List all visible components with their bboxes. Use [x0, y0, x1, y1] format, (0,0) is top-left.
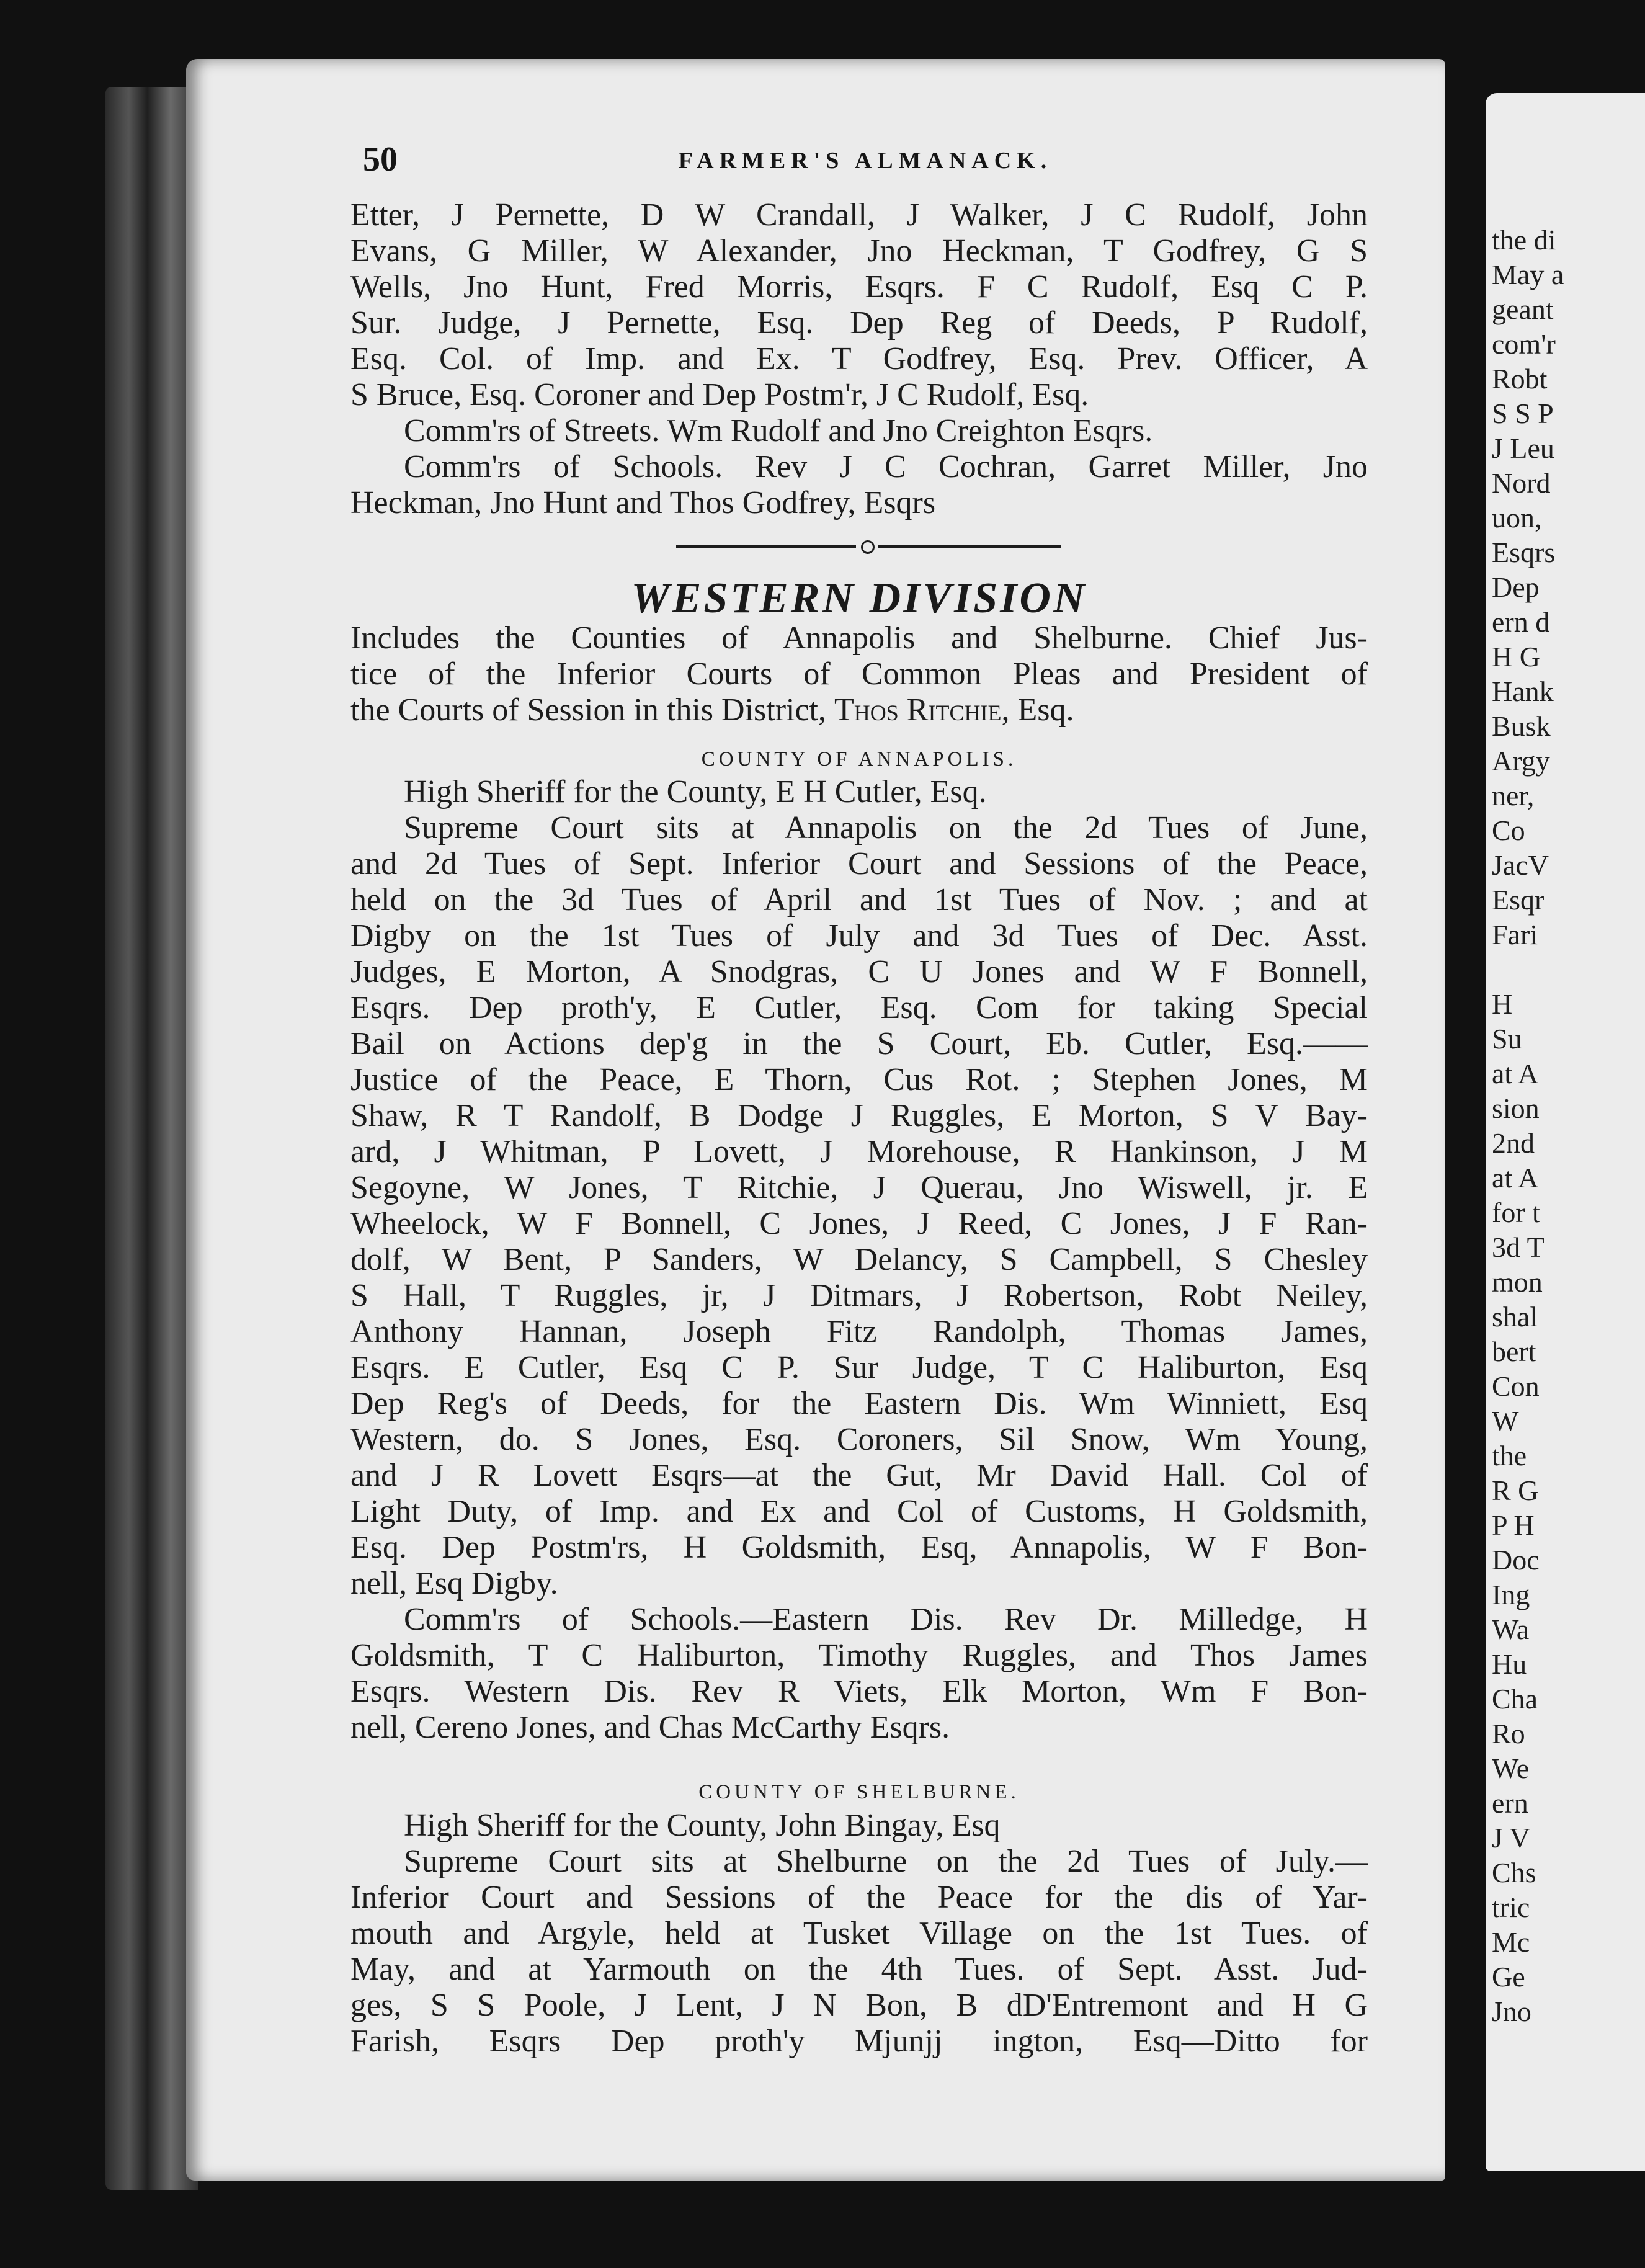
right-page-line: Doc — [1492, 1544, 1540, 1576]
text-line: ard, J Whitman, P Lovett, J Morehouse, R Hankinson, J M — [350, 1134, 1368, 1169]
text-line: and 2d Tues of Sept. Inferior Court and Sessions of the Peace, — [350, 846, 1368, 882]
text-line: Esq. Dep Postm'rs, H Goldsmith, Esq, Annapolis, W F Bon- — [350, 1530, 1368, 1565]
annapolis-section — [350, 774, 1368, 1746]
right-page-line: H G — [1492, 641, 1540, 672]
right-page-line: We — [1492, 1752, 1530, 1784]
right-page-line: Hu — [1492, 1648, 1527, 1680]
right-page-line: geant — [1492, 293, 1554, 325]
book-spine — [105, 87, 198, 2190]
right-page-line: 3d T — [1492, 1231, 1545, 1263]
text-line: Heckman, Jno Hunt and Thos Godfrey, Esqrs — [350, 485, 936, 520]
division-title: WESTERN DIVISION — [631, 574, 1087, 622]
top-section — [350, 197, 1368, 521]
text-line: ges, S S Poole, J Lent, J N Bon, B dD'Entremont and H G — [350, 1988, 1368, 2023]
right-page-line: Robt — [1492, 363, 1548, 395]
right-page-line: shal — [1492, 1301, 1538, 1333]
text-line: Esq. Col. of Imp. and Ex. T Godfrey, Esq. Prev. Officer, A — [350, 341, 1368, 377]
right-page-line: 2nd — [1492, 1127, 1535, 1159]
text-line: May, and at Yarmouth on the 4th Tues. of Sept. Asst. Jud- — [350, 1952, 1368, 1987]
right-page-line: sion — [1492, 1092, 1540, 1124]
right-page-line: H — [1492, 988, 1513, 1020]
section-divider — [676, 537, 1061, 556]
county-heading-annapolis: COUNTY OF ANNAPOLIS. — [701, 748, 1017, 770]
text-line: nell, Cereno Jones, and Chas McCarthy Esqrs. — [350, 1710, 950, 1745]
text-line: tice of the Inferior Courts of Common Pleas and President of — [350, 656, 1368, 692]
text-line: Comm'rs of Streets. Wm Rudolf and Jno Creighton Esqrs. — [404, 413, 1153, 449]
text-line: Comm'rs of Schools.—Eastern Dis. Rev Dr. Milledge, H — [404, 1602, 1368, 1637]
right-page-line: ern — [1492, 1787, 1528, 1819]
text-line: High Sheriff for the County, John Bingay, Esq — [404, 1808, 1001, 1843]
right-page-line: Argy — [1492, 745, 1550, 777]
text-line: Bail on Actions dep'g in the S Court, Eb. Cutler, Esq.—— — [350, 1026, 1368, 1061]
right-page-line: uon, — [1492, 502, 1542, 534]
right-page-line: mon — [1492, 1266, 1543, 1298]
text-line: nell, Esq Digby. — [350, 1566, 558, 1601]
right-page-line: Ro — [1492, 1718, 1525, 1749]
text-line: Light Duty, of Imp. and Ex and Col of Customs, H Goldsmith, — [350, 1494, 1368, 1529]
text-line: Western, do. S Jones, Esq. Coroners, Sil Snow, Wm Young, — [350, 1422, 1368, 1457]
text-line: Shaw, R T Randolf, B Dodge J Ruggles, E Morton, S V Bay- — [350, 1098, 1368, 1133]
right-page-line: P H — [1492, 1509, 1535, 1541]
right-page-line: J V — [1492, 1822, 1530, 1854]
right-page-line: Hank — [1492, 676, 1554, 707]
text-line: Judges, E Morton, A Snodgras, C U Jones and W F Bonnell, — [350, 954, 1368, 989]
right-page-line: at A — [1492, 1058, 1539, 1089]
right-page-line: W — [1492, 1405, 1519, 1437]
running-title: FARMER'S ALMANACK. — [678, 148, 1053, 174]
right-page-line: R G — [1492, 1475, 1539, 1506]
right-page-line: Dep — [1492, 571, 1540, 603]
text-line: Inferior Court and Sessions of the Peace for the dis of Yar- — [350, 1880, 1368, 1915]
right-page-line: Esqrs — [1492, 537, 1556, 568]
right-page-line: Mc — [1492, 1926, 1530, 1958]
text-line: Includes the Counties of Annapolis and Shelburne. Chief Jus- — [350, 620, 1368, 656]
division-intro — [350, 620, 1368, 728]
text-line: High Sheriff for the County, E H Cutler, Esq. — [404, 774, 987, 810]
right-page-line: at A — [1492, 1162, 1539, 1194]
shelburne-section — [350, 1808, 1368, 2060]
text-line: held on the 3d Tues of April and 1st Tues of Nov. ; and at — [350, 882, 1368, 917]
right-page-line: the di — [1492, 224, 1556, 256]
right-page-line: bert — [1492, 1336, 1536, 1367]
text-line: Etter, J Pernette, D W Crandall, J Walker, J C Rudolf, John — [350, 197, 1368, 233]
right-page-line: com'r — [1492, 328, 1556, 360]
right-page-line: Co — [1492, 815, 1525, 846]
text-line: the Courts of Session in this District, Thos Ritchie, Esq. — [350, 692, 1074, 728]
right-page-line: Wa — [1492, 1614, 1530, 1645]
right-page-line: tric — [1492, 1891, 1530, 1923]
text-line: Esqrs. E Cutler, Esq C P. Sur Judge, T C Haliburton, Esq — [350, 1350, 1368, 1385]
right-page-line: the — [1492, 1440, 1527, 1471]
text-line: S Bruce, Esq. Coroner and Dep Postm'r, J C Rudolf, Esq. — [350, 377, 1089, 413]
right-page-line: Fari — [1492, 919, 1538, 950]
text-line: Supreme Court sits at Shelburne on the 2d Tues of July.— — [404, 1844, 1368, 1879]
text-line: Evans, G Miller, W Alexander, Jno Heckman, T Godfrey, G S — [350, 233, 1368, 269]
text-line: mouth and Argyle, held at Tusket Village on the 1st Tues. of — [350, 1916, 1368, 1951]
county-heading-shelburne: COUNTY OF SHELBURNE. — [698, 1781, 1020, 1803]
right-page-line: Chs — [1492, 1857, 1536, 1888]
right-page-line: Cha — [1492, 1683, 1538, 1715]
page-number: 50 — [363, 140, 398, 179]
text-line: Wheelock, W F Bonnell, C Jones, J Reed, C Jones, J F Ran- — [350, 1206, 1368, 1241]
right-page-line: Busk — [1492, 710, 1551, 742]
text-line: Supreme Court sits at Annapolis on the 2d Tues of June, — [404, 810, 1368, 846]
page-header — [363, 140, 1368, 183]
right-page-line: May a — [1492, 259, 1564, 290]
right-page-line: ern d — [1492, 606, 1550, 638]
text-line: Esqrs. Western Dis. Rev R Viets, Elk Morton, Wm F Bon- — [350, 1674, 1368, 1709]
right-page-line: S S P — [1492, 398, 1554, 429]
right-page-line: J Leu — [1492, 432, 1554, 464]
text-line: dolf, W Bent, P Sanders, W Delancy, S Campbell, S Chesley — [350, 1242, 1368, 1277]
text-line: Esqrs. Dep proth'y, E Cutler, Esq. Com for taking Special — [350, 990, 1368, 1025]
text-line: Goldsmith, T C Haliburton, Timothy Ruggles, and Thos James — [350, 1638, 1368, 1673]
right-page-line: Ing — [1492, 1579, 1530, 1610]
text-line: Digby on the 1st Tues of July and 3d Tues of Dec. Asst. — [350, 918, 1368, 953]
text-line: S Hall, T Ruggles, jr, J Ditmars, J Robertson, Robt Neiley, — [350, 1278, 1368, 1313]
text-line: Justice of the Peace, E Thorn, Cus Rot. ; Stephen Jones, M — [350, 1062, 1368, 1097]
right-page-line: for t — [1492, 1197, 1540, 1228]
right-page-line: Nord — [1492, 467, 1551, 499]
right-page-edge — [1486, 93, 1645, 2171]
text-line: and J R Lovett Esqrs—at the Gut, Mr David Hall. Col of — [350, 1458, 1368, 1493]
right-page-line: JacV — [1492, 849, 1549, 881]
right-page-line: Ge — [1492, 1961, 1525, 1993]
right-page-line: Con — [1492, 1370, 1540, 1402]
text-line: Dep Reg's of Deeds, for the Eastern Dis. Wm Winniett, Esq — [350, 1386, 1368, 1421]
text-line: Segoyne, W Jones, T Ritchie, J Querau, Jno Wiswell, jr. E — [350, 1170, 1368, 1205]
text-line: Farish, Esqrs Dep proth'y Mjunjj ington, Esq—Ditto for — [350, 2024, 1368, 2059]
text-line: Comm'rs of Schools. Rev J C Cochran, Garret Miller, Jno — [404, 449, 1368, 484]
right-page-line: Su — [1492, 1023, 1522, 1055]
text-line: Wells, Jno Hunt, Fred Morris, Esqrs. F C Rudolf, Esq C P. — [350, 269, 1368, 305]
right-page-line: Jno — [1492, 1996, 1531, 2027]
right-page-line: ner, — [1492, 780, 1535, 811]
text-line: Anthony Hannan, Joseph Fitz Randolph, Thomas James, — [350, 1314, 1368, 1349]
right-page-line: Esqr — [1492, 884, 1545, 916]
text-line: Sur. Judge, J Pernette, Esq. Dep Reg of Deeds, P Rudolf, — [350, 305, 1368, 341]
